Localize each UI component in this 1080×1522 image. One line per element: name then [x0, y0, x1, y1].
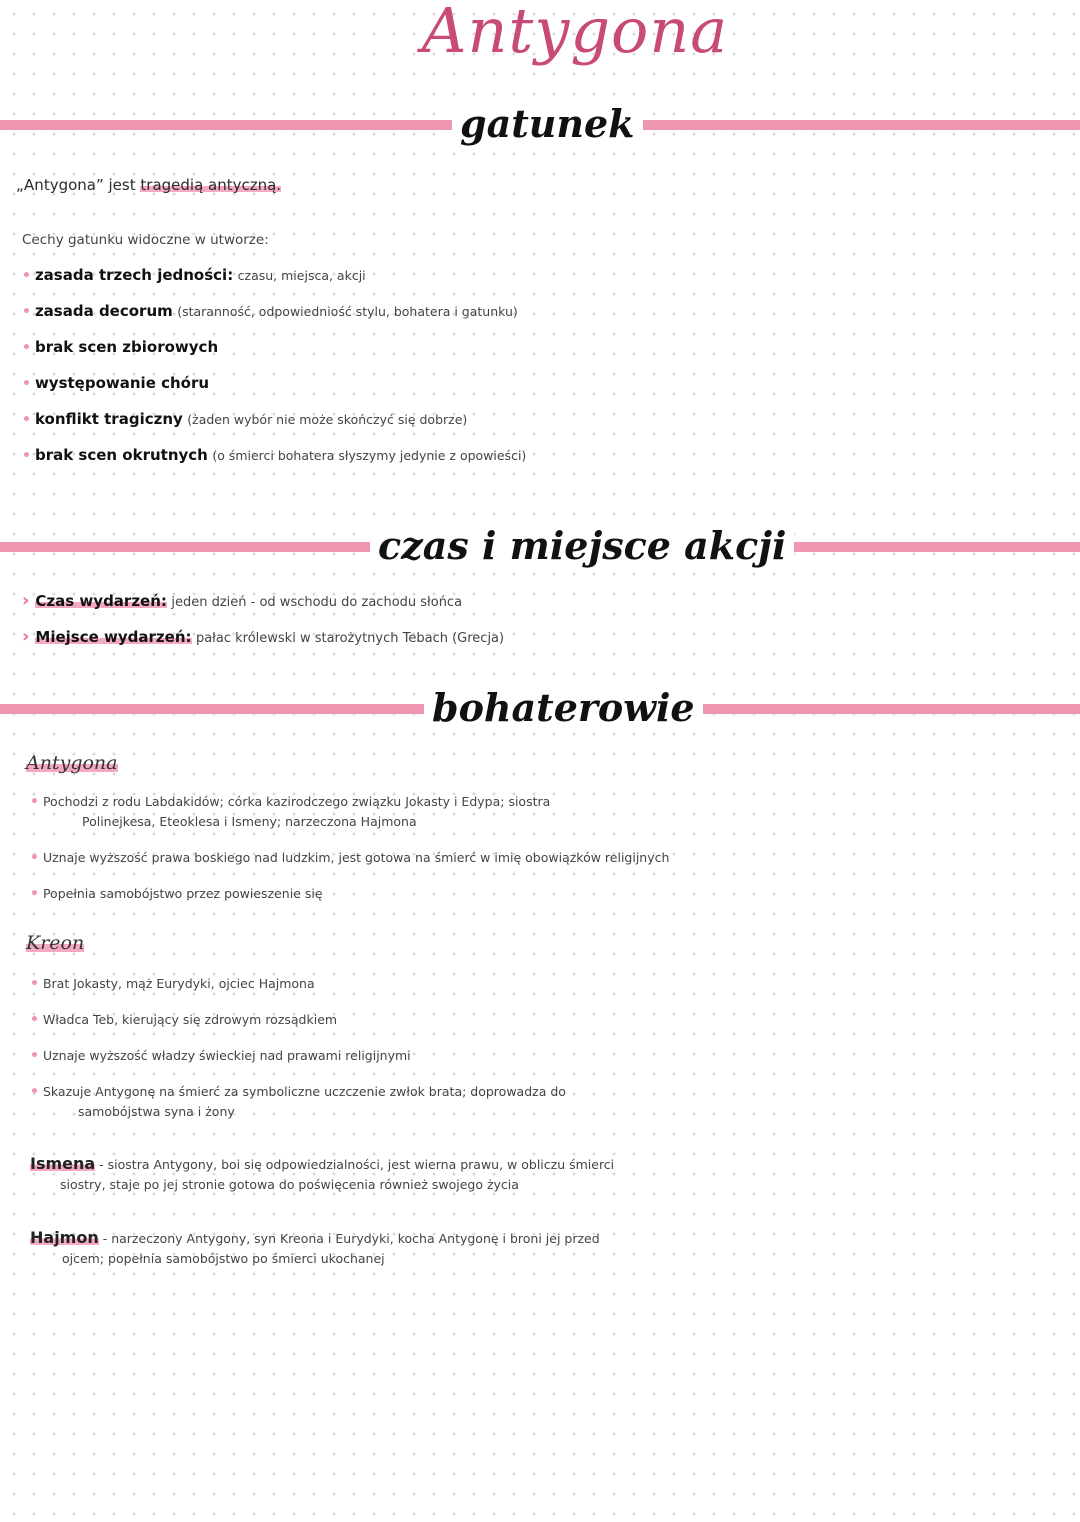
time-item: › Czas wydarzeń: jeden dzień - od wschodu do zachodu słońca — [22, 590, 463, 611]
genre-intro — [16, 176, 281, 194]
bullet-dot-icon: • — [22, 376, 31, 392]
character-point: • Brat Jokasty, mąż Eurydyki, ojciec Hajmona — [30, 976, 315, 992]
character-hajmon: Hajmon - narzeczony Antygony, syn Kreona i Eurydyki, kocha Antygonę i broni jej przed ojcem; popełnia samobójstwo po śmierci ukochanej — [30, 1228, 600, 1266]
feature-item: • brak scen okrutnych (o śmierci bohatera słyszymy jedynie z opowieści) — [22, 446, 527, 464]
section-heading-time-place: czas i miejsce akcji — [370, 524, 794, 568]
arrow-right-icon: › — [22, 626, 30, 647]
feature-item: • zasada decorum (staranność, odpowiedniość stylu, bohatera i gatunku) — [22, 302, 518, 320]
section-heading-genre: gatunek — [452, 102, 643, 146]
arrow-right-icon: › — [22, 590, 30, 611]
genre-intro-highlight: tragedią antyczną. — [140, 176, 282, 194]
bullet-dot-icon: • — [22, 268, 31, 284]
character-point: • Uznaje wyższość prawa boskiego nad ludzkim, jest gotowa na śmierć w imię obowiązków religijnych — [30, 850, 670, 866]
genre-intro-prefix: „Antygona” jest — [16, 176, 136, 194]
bullet-dot-icon: • — [22, 304, 31, 320]
place-item: › Miejsce wydarzeń: pałac królewski w starożytnych Tebach (Grecja) — [22, 626, 505, 647]
character-name-kreon: Kreon — [26, 932, 85, 954]
character-point: • Władca Teb, kierujący się zdrowym rozsądkiem — [30, 1012, 338, 1028]
bullet-dot-icon: • — [22, 412, 31, 428]
character-point: • Uznaje wyższość władzy świeckiej nad prawami religijnymi — [30, 1048, 411, 1064]
character-point: • Popełnia samobójstwo przez powieszenie się — [30, 886, 323, 902]
bullet-dot-icon: • — [22, 448, 31, 464]
character-point: • Pochodzi z rodu Labdakidów; córka kazirodczego związku Jokasty i Edypa; siostra Polinejkesa, Eteoklesa i Ismeny; narzeczona Hajmona — [30, 794, 551, 829]
feature-item: • zasada trzech jedności: czasu, miejsca, akcji — [22, 266, 366, 284]
features-label: Cechy gatunku widoczne w utworze: — [22, 232, 269, 248]
feature-item: • brak scen zbiorowych — [22, 338, 219, 356]
bullet-dot-icon: • — [30, 850, 39, 866]
feature-item: • występowanie chóru — [22, 374, 210, 392]
character-point: • Skazuje Antygonę na śmierć za symboliczne uczczenie zwłok brata; doprowadza do samobójstwa syna i żony — [30, 1084, 566, 1119]
page-title: Antygona — [421, 0, 729, 67]
bullet-dot-icon: • — [30, 794, 39, 810]
bullet-dot-icon: • — [30, 1012, 39, 1028]
bullet-dot-icon: • — [30, 976, 39, 992]
bullet-dot-icon: • — [22, 340, 31, 356]
character-name-antygona: Antygona — [26, 752, 118, 774]
feature-item: • konflikt tragiczny (żaden wybór nie może skończyć się dobrze) — [22, 410, 468, 428]
character-ismena: Ismena - siostra Antygony, boi się odpowiedzialności, jest wierna prawu, w obliczu śmierci siostry, staje po jej stronie gotowa do poświęcenia również swojego życia — [30, 1154, 615, 1192]
section-heading-characters: bohaterowie — [424, 686, 703, 730]
bullet-dot-icon: • — [30, 1048, 39, 1064]
bullet-dot-icon: • — [30, 1084, 39, 1100]
bullet-dot-icon: • — [30, 886, 39, 902]
